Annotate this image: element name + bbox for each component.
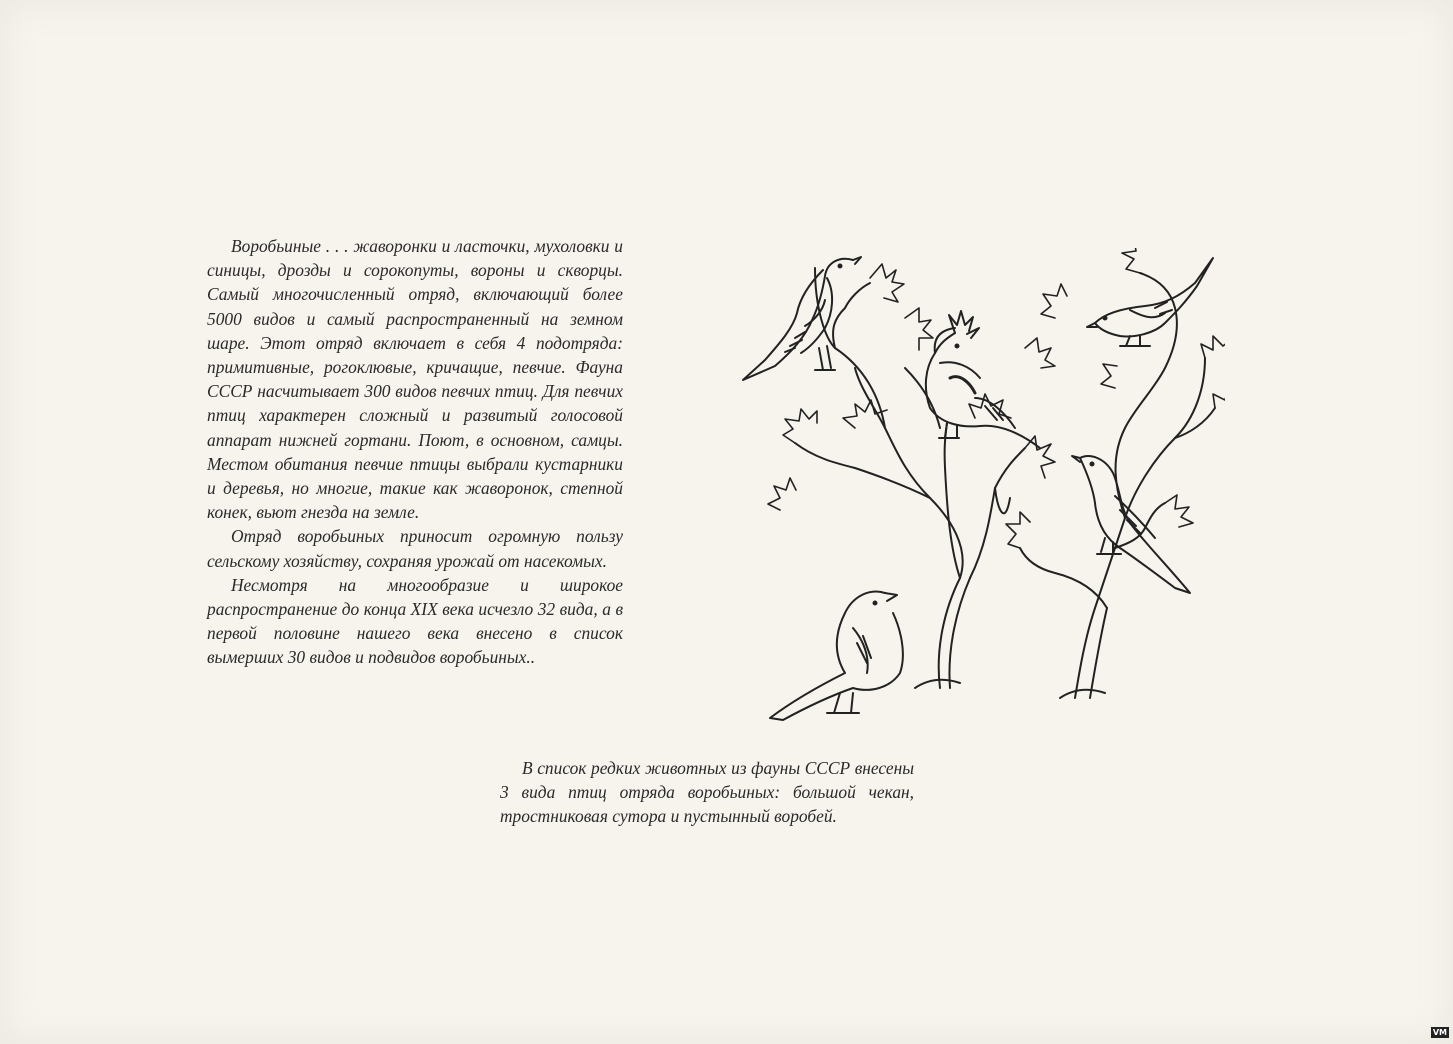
paragraph-intro: Воробьиные . . . жаворонки и ласточки, мухоловки и синицы, дрозды и сорокопуты, вороны и скворцы. Самый многочисленный отряд, включающий более 5000 видов и самый распространенный на земном шаре. Этот отряд включает в себя 4 подотряда: примитивные, рогоклювые, кричащие, певчие. Фауна СССР насчитывает 300 видов певчих птиц. Для певчих птиц характерен сложный и развитый голосовой аппарат нижней гортани. Поют, в основном, самцы. Местом обитания певчие птицы выбрали кустарники и деревья, но многие, такие как жаворонок, степной конек, вьют гнезда на земле. xyxy=(207,236,623,523)
bird-warbler xyxy=(1072,456,1190,593)
left-tree xyxy=(795,268,1025,688)
paragraph-extinction: Несмотря на многообразие и широкое распространение до конца XIX века исчезло 32 вида, а в первой половине нашего века внесено в список вымерших 30 видов и подвидов воробьиных.. xyxy=(207,574,623,668)
bird-wagtail xyxy=(1087,258,1213,346)
paragraph-benefit: Отряд воробьиных приносит огромную пользу сельскому хозяйству, сохраняя урожай от насекомых. xyxy=(207,526,623,571)
illustration-caption xyxy=(500,756,914,829)
bird-crested-tit xyxy=(926,311,1040,448)
main-text-block xyxy=(207,234,623,670)
leaf-clusters-left xyxy=(768,264,1055,510)
caption-text: В список редких животных из фауны СССР внесены 3 вида птиц отряда воробьиных: большой чекан, тростниковая сутора и пустынный воробей. xyxy=(500,758,914,827)
watermark-label: VM xyxy=(1432,1028,1447,1037)
bird-flycatcher xyxy=(743,257,861,380)
birds-illustration xyxy=(735,248,1225,728)
bird-sparrow xyxy=(770,592,903,720)
